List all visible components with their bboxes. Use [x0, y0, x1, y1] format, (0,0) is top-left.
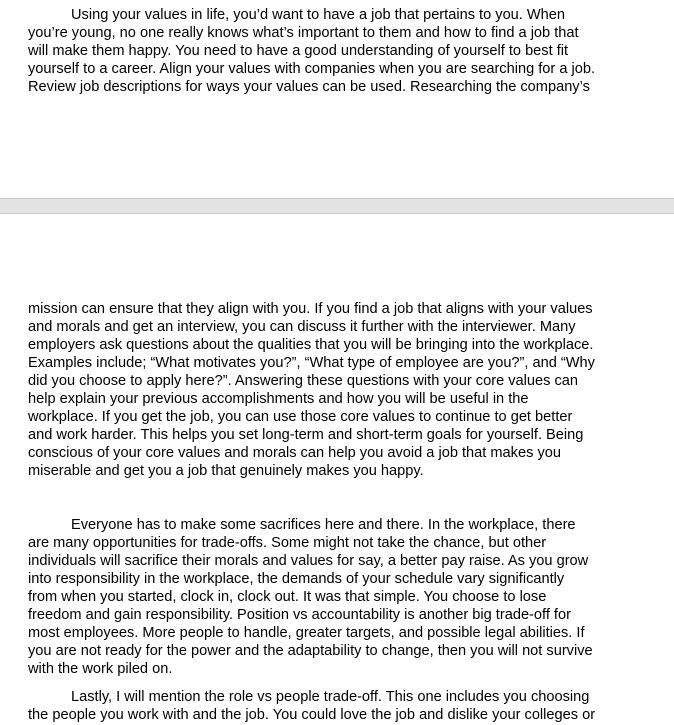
text-line: Review job descriptions for ways your values can be used. Researching the company’s: [28, 79, 590, 95]
text-line: from when you started, clock in, clock out. It was that simple. You choose to lose: [28, 589, 547, 605]
text-line: mission can ensure that they align with you. If you find a job that aligns with your values: [28, 301, 593, 317]
text-line: conscious of your core values and morals can help you avoid a job that makes you: [28, 445, 561, 461]
paragraph-values-continued: [28, 300, 603, 480]
text-line: Lastly, I will mention the role vs people trade-off. This one includes you choosing: [71, 689, 590, 705]
text-line: employers ask questions about the qualities that you will be bringing into the workplace.: [28, 337, 594, 353]
text-line: into responsibility in the workplace, the demands of your schedule vary significantly: [28, 571, 565, 587]
text-line: did you choose to apply here?”. Answering these questions with your core values can: [28, 373, 579, 389]
text-line: most employees. More people to handle, greater targets, and possible legal abilities. If: [28, 625, 585, 641]
text-line: with the work piled on.: [28, 661, 173, 677]
text-line: Examples include; “What motivates you?”, “What type of employee are you?”, and “Why: [28, 355, 595, 371]
document-page-bottom: [0, 214, 674, 725]
text-line: individuals will sacrifice their morals and values for say, a better pay raise. As you grow: [28, 553, 589, 569]
text-line: and morals and get an interview, you can discuss it further with the interviewer. Many: [28, 319, 576, 335]
text-line: miserable and get you a job that genuinely makes you happy.: [28, 463, 424, 479]
text-line: Using your values in life, you’d want to have a job that pertains to you. When: [71, 7, 566, 23]
page-break-separator: [0, 198, 674, 214]
text-line: freedom and gain responsibility. Position vs accountability is another big trade-off for: [28, 607, 571, 623]
text-line: workplace. If you get the job, you can use those core values to continue to get better: [28, 409, 573, 425]
text-line: you are not ready for the power and the adaptability to change, then you will not survive: [28, 643, 593, 659]
paragraph-trade-offs: [28, 516, 603, 678]
paragraph-values-intro: [28, 6, 603, 96]
text-line: Everyone has to make some sacrifices here and there. In the workplace, there: [71, 517, 576, 533]
text-line: you’re young, no one really knows what’s important to them and how to find a job that: [28, 25, 579, 41]
text-line: and work harder. This helps you set long-term and short-term goals for yourself. Being: [28, 427, 584, 443]
text-line: will make them happy. You need to have a good understanding of yourself to best fit: [28, 43, 569, 59]
text-line: help explain your previous accomplishments and how you will be useful in the: [28, 391, 529, 407]
text-line: yourself to a career. Align your values with companies when you are searching for a job.: [28, 61, 596, 77]
text-line: the people you work with and the job. You could love the job and dislike your colleges or: [28, 707, 596, 723]
paragraph-role-vs-people: [28, 688, 603, 724]
document-page-top: [0, 0, 674, 198]
text-line: are many opportunities for trade-offs. Some might not take the chance, but other: [28, 535, 547, 551]
